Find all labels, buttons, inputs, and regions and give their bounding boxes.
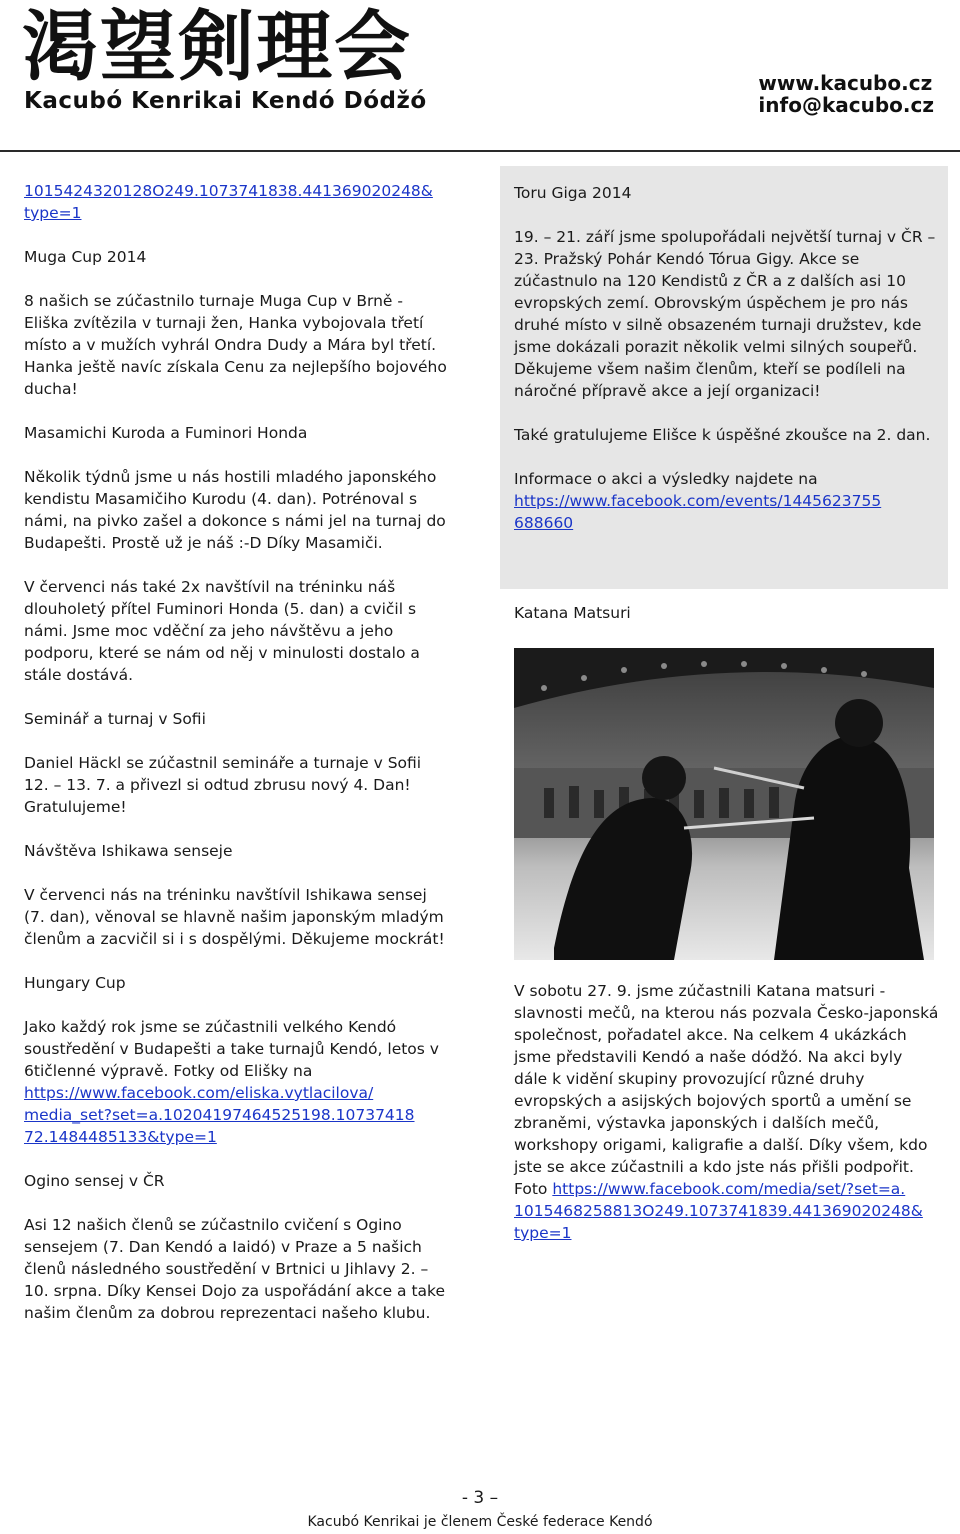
paragraph-text: V sobotu 27. 9. jsme zúčastnili Katana matsuri - slavnosti mečů, na kterou nás pozvala Česko-japonská společnost, pořadatel akce. Na celkem 4 ukázkách jsme představili Kendó a naše dódžó. Na akci byly dále k vidění skupiny provozující různé druhy evropských a asijských bojových sportů a umění se zbraněmi, výstavka japonských i dalších mečů, workshopy origami, kaligrafie a další. Díky všem, kdo jste se akce zúčastnili a kdo jste nás přišli podpořit. Foto [514,982,939,1198]
facebook-link[interactable]: https://www.facebook.com/events/1445623755 688660 [514,492,882,532]
header-divider [0,150,960,152]
section-heading: Masamichi Kuroda a Fuminori Honda [24,424,308,442]
paragraph: Daniel Häckl se zúčastnil semináře a turnaje v Sofii 12. – 13. 7. a přivezl si odtud zbrusu nový 4. Dan! Gratulujeme! [24,754,422,816]
footer-text: Kacubó Kenrikai je členem České federace Kendó [307,1514,653,1530]
left-column [24,180,449,1346]
page-number: - 3 – [461,1488,499,1508]
section-heading: Hungary Cup [24,974,126,992]
paragraph-text: Informace o akci a výsledky najdete na [514,470,818,488]
paragraph: Také gratulujeme Elišce k úspěšné zkoušce na 2. dan. [514,426,931,444]
facebook-photos-link[interactable]: https://www.facebook.com/media/set/?set=a. 1015468258813O249.1073741839.441369020248& type=1 [514,1180,923,1242]
section-heading: Toru Giga 2014 [514,184,632,202]
paragraph: 8 našich se zúčastnilo turnaje Muga Cup v Brně - Eliška zvítězila v turnaji žen, Hanka vybojovala třetí místo a v mužích vyhrál Ondra Dudy a Mára byl třetí. Hanka ještě navíc získala Cenu za nejlepšího bojového ducha! [24,292,447,398]
paragraph: V červenci nás na tréninku navštívil Ishikawa sensej (7. dan), věnoval se hlavně našim japonským mladým členům a zacvičil si i s dospělými. Děkujeme mockrát! [24,886,445,948]
website-text: www.kacubo.cz [758,71,933,95]
section-heading: Ogino sensej v ČR [24,1172,165,1190]
facebook-link[interactable]: 1015424320128O249.1073741838.441369020248& type=1 [24,182,433,222]
section-heading: Muga Cup 2014 [24,248,147,266]
katana-text-block [514,980,939,1266]
paragraph: Několik týdnů jsme u nás hostili mladého japonského kendistu Masamičiho Kurodu (4. dan). Potrénoval s námi, na pivko zašel a dokonce s námi jel na turnaj do Budapešti. Prostě už je náš :-D Díky Masamiči. [24,468,446,552]
section-heading: Katana Matsuri [514,604,631,622]
contact-block [758,72,934,116]
document-header [0,0,960,150]
paragraph-text: Jako každý rok jsme se zúčastnili velkého Kendó soustředění v Budapešti a take turnajů Kendó, letos v 6tičlenné výpravě. Fotky od Elišky na [24,1018,439,1080]
paragraph [24,1016,449,1148]
paragraph [514,468,939,534]
right-box-content [514,182,939,556]
katana-section-heading [514,602,939,646]
section-heading: Seminář a turnaj v Sofii [24,710,206,728]
section-heading: Návštěva Ishikawa senseje [24,842,233,860]
paragraph: Asi 12 našich členů se zúčastnilo cvičení s Ogino sensejem (7. Dan Kendó a Iaidó) v Praze a 5 našich členů následného soustředění v Brtnici u Jihlavy 2. – 10. srpna. Díky Kensei Dojo za uspořádání akce a take našim členům za dobrou reprezentaci našeho klubu. [24,1216,446,1322]
link-paragraph [24,180,449,224]
paragraph: 19. – 21. září jsme spolupořádali největší turnaj v ČR – 23. Pražský Pohár Kendó Tórua Gigy. Akce se zúčastnulo na 120 Kendistů z ČR a z dalších asi 10 evropských zemí. Obrovským úspěchem je pro nás druhé místo v silně obsazeném turnaji družstev, kde jsme dokázali porazit několik velmi silných soupeřů. Děkujeme všem našim členům, kteří se podíleli na náročné přípravě akce a její organizaci! [514,228,936,400]
logo-club-name: Kacubó Kenrikai Kendó Dódžó [24,88,427,114]
katana-paragraph [514,980,939,1244]
kendo-sparring-photo-icon [514,648,934,960]
email-text: info@kacubo.cz [758,93,934,117]
logo-kanji: 渇望剣理会 [22,2,412,91]
facebook-link[interactable]: https://www.facebook.com/eliska.vytlacilova/ media_set?set=a.10204197464525198.10737418 72.1484485133&type=1 [24,1084,415,1146]
paragraph: V červenci nás také 2x navštívil na tréninku náš dlouholetý přítel Fuminori Honda (5. dan) a cvičil s námi. Jsme moc vděční za jeho návštěvu a jeho podporu, které se nám od něj v minulosti dostalo a stále dostává. [24,578,420,684]
